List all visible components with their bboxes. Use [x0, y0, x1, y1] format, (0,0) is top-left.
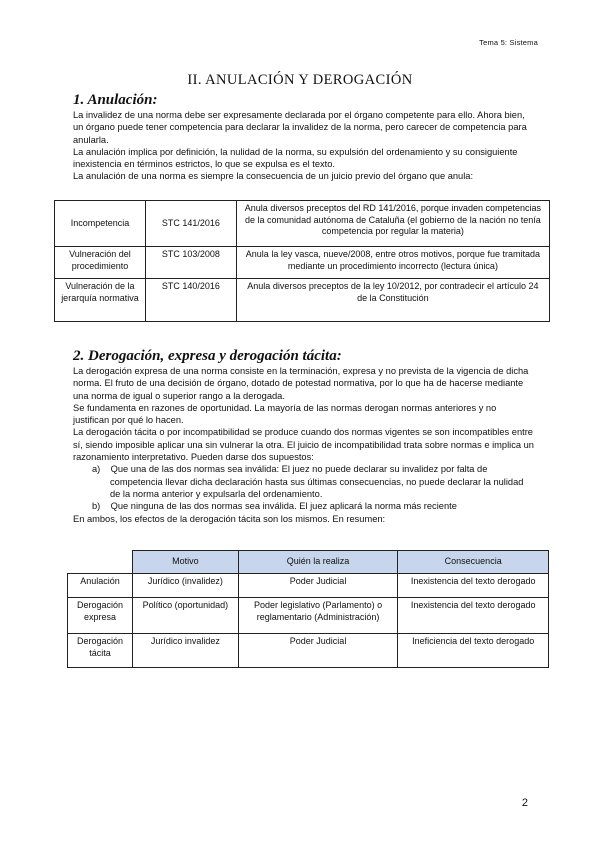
- table-cell-consecuencia: Inexistencia del texto derogado: [398, 574, 549, 598]
- row-label: Anulación: [68, 574, 133, 598]
- anulacion-text: [73, 109, 535, 183]
- row-label: Derogación expresa: [68, 598, 133, 634]
- table-cell-sentencia: STC 140/2016: [145, 279, 236, 322]
- table-cell-quien: Poder Judicial: [238, 574, 398, 598]
- row-label: Derogación tácita: [68, 634, 133, 668]
- table-row: [68, 574, 549, 598]
- derogacion-text: [73, 365, 535, 525]
- paragraph: La derogación expresa de una norma consiste en la terminación, expresa y no prevista de la vigencia de dicha norma. El fruto de una decisión de órgano, dotado de potestad normativa, por lo que ha de hacerse mediante una norma de igual o superior rango a la derogada.: [73, 366, 529, 401]
- table-cell-consecuencia: Ineficiencia del texto derogado: [398, 634, 549, 668]
- summary-table: [67, 550, 549, 668]
- page-number: 2: [521, 797, 528, 809]
- table-cell-sentencia: STC 141/2016: [145, 201, 236, 247]
- header-tag: Tema 5: Sistema: [479, 38, 538, 47]
- table-cell-motivo: Incompetencia: [55, 201, 146, 247]
- table-cell-motivo: Jurídico invalidez: [132, 634, 238, 668]
- section-title-anulacion: 1. Anulación:: [73, 92, 158, 108]
- table-cell-motivo: Vulneración del procedimiento: [55, 247, 146, 279]
- list-text: Que una de las dos normas sea inválida: El juez no puede declarar su invalidez por falta de competencia llevar dicha declaración hasta sus últimas consecuencias, no puede declarar la nulidad de la norma anterior y expulsarla del ordenamiento.: [110, 464, 524, 499]
- list-marker: a): [92, 464, 101, 475]
- paragraph: Se fundamenta en razones de oportunidad. La mayoría de las normas derogan normas anteriores y no justifican por qué lo hacen.: [73, 402, 497, 426]
- column-header: Quién la realiza: [238, 551, 398, 574]
- table-cell-descripcion: Anula diversos preceptos del RD 141/2016, porque invaden competencias de la comunidad autónoma de Cataluña (el gobierno de la nación no tenía competencia por regular la materia): [236, 201, 549, 247]
- table-row: [55, 201, 550, 247]
- table-header-row: [68, 551, 549, 574]
- table-cell-motivo: Jurídico (invalidez): [132, 574, 238, 598]
- list-marker: b): [92, 501, 101, 512]
- column-header: Consecuencia: [398, 551, 549, 574]
- list-item: [73, 463, 535, 500]
- table-cell-descripcion: Anula la ley vasca, nueve/2008, entre otros motivos, porque fue tramitada mediante un procedimiento incorrecto (lectura única): [236, 247, 549, 279]
- table-cell-consecuencia: Inexistencia del texto derogado: [398, 598, 549, 634]
- paragraph: La invalidez de una norma debe ser expresamente declarada por el órgano competente para ello. Ahora bien, un órgano puede tener competencia para declarar la invalidez de la norma, pero carecer de competencia para anularla.: [73, 110, 527, 145]
- table-row: [68, 598, 549, 634]
- table-cell-sentencia: STC 103/2008: [145, 247, 236, 279]
- table-corner: [68, 551, 133, 574]
- table-cell-quien: Poder Judicial: [238, 634, 398, 668]
- list-item: [73, 500, 535, 512]
- table-cell-quien: Poder legislativo (Parlamento) o reglamentario (Administración): [238, 598, 398, 634]
- table-cell-descripcion: Anula diversos preceptos de la ley 10/2012, por contradecir el artículo 24 de la Constitución: [236, 279, 549, 322]
- list-text: Que ninguna de las dos normas sea inválida. El juez aplicará la norma más reciente: [110, 501, 457, 512]
- table-row: [55, 247, 550, 279]
- table-row: [55, 279, 550, 322]
- paragraph: La anulación de una norma es siempre la consecuencia de un juicio previo del órgano que anula:: [73, 171, 474, 182]
- section-title-derogacion: 2. Derogación, expresa y derogación tácita:: [73, 348, 342, 364]
- column-header: Motivo: [132, 551, 238, 574]
- table-cell-motivo: Vulneración de la jerarquía normativa: [55, 279, 146, 322]
- page-title: II. ANULACIÓN Y DEROGACIÓN: [187, 72, 413, 88]
- paragraph: La anulación implica por definición, la nulidad de la norma, su expulsión del ordenamiento y su consiguiente inexistencia en términos estrictos, lo que se expulsa es el texto.: [73, 146, 518, 170]
- paragraph: En ambos, los efectos de la derogación tácita son los mismos. En resumen:: [73, 513, 386, 524]
- paragraph: La derogación tácita o por incompatibilidad se produce cuando dos normas vigentes se son incompatibles entre sí, siendo imposible aplicar una sin vulnerar la otra. El juicio de incompatibilidad trata sobre normas e implica un razonamiento interpretativo. Pueden darse dos supuestos:: [73, 427, 534, 463]
- table-cell-motivo: Político (oportunidad): [132, 598, 238, 634]
- table-row: [68, 634, 549, 668]
- anulacion-table: [54, 200, 550, 322]
